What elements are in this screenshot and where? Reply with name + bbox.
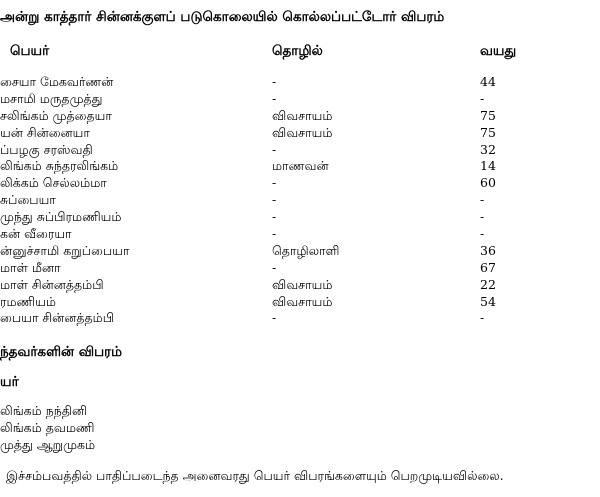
victim-name: சையா மேகவர்ணன் [0, 74, 114, 89]
victim-age: 22 [480, 276, 496, 292]
table-row [0, 226, 600, 243]
table-row [0, 91, 600, 108]
document-title: அன்று காத்தார் சின்னக்குளப் படுகொலையில் கொல்லப்பட்டோர் விபரம் [0, 9, 445, 25]
table-row [0, 125, 600, 142]
victim-occupation: விவசாயம் [272, 124, 333, 140]
section-header-name: யர் [0, 374, 19, 390]
list-item: முத்து ஆறுமுகம் [0, 437, 96, 452]
victim-name: ப்பழகு சரஸ்வதி [0, 141, 93, 157]
victim-name: யன் சின்னையா [0, 124, 90, 140]
victim-age: 60 [480, 175, 496, 191]
column-header-age: வயது [480, 43, 517, 59]
table-row [0, 74, 600, 91]
table-row [0, 158, 600, 175]
victim-name: மாள் மீனா [0, 259, 61, 275]
victim-occupation: விவசாயம் [272, 293, 333, 309]
victim-age: 75 [480, 124, 496, 140]
victim-name: கன் வீரையா [0, 226, 72, 242]
victim-name: லிங்கம் சுந்தரலிங்கம் [0, 158, 119, 174]
victim-age: - [480, 310, 485, 326]
injured-list [0, 402, 95, 453]
victim-occupation: விவசாயம் [272, 276, 333, 292]
victim-age: - [480, 192, 485, 208]
victim-age: 44 [480, 74, 496, 89]
victim-name: ன்னுச்சாமி கறுப்பையா [0, 242, 130, 258]
victim-occupation: மாணவன் [272, 158, 329, 174]
list-item: லிங்கம் தவமணி [0, 420, 95, 435]
victim-name: மசாமி மருதமுத்து [0, 90, 103, 106]
victim-age: 54 [480, 293, 496, 309]
victim-age: 14 [480, 158, 496, 174]
victim-occupation: - [272, 226, 277, 242]
victim-occupation: - [272, 175, 277, 191]
table-row [0, 192, 600, 209]
victim-age: 67 [480, 259, 496, 275]
victim-occupation: - [272, 141, 277, 157]
victim-name: சுப்பையா [0, 192, 56, 208]
victim-occupation: - [272, 259, 277, 275]
victim-occupation: - [272, 310, 277, 326]
table-row [0, 142, 600, 159]
victim-occupation: - [272, 192, 277, 208]
victim-age: - [480, 90, 485, 106]
table-row [0, 108, 600, 125]
table-row [0, 175, 600, 192]
table-row [0, 277, 600, 294]
table-row [0, 260, 600, 277]
victim-age: 75 [480, 107, 496, 123]
section-title-injured: ந்தவர்களின் விபரம் [0, 344, 123, 360]
victim-name: மாள் சின்னத்தம்பி [0, 276, 104, 292]
victim-occupation: - [272, 90, 277, 106]
column-header-occupation: தொழில் [272, 43, 323, 59]
victim-name: லிக்கம் செல்லம்மா [0, 175, 107, 191]
table-row [0, 243, 600, 260]
victim-occupation: தொழிலாளி [272, 242, 340, 258]
column-header-name: பெயர் [10, 43, 50, 59]
table-row [0, 310, 600, 327]
victim-age: - [480, 226, 485, 242]
victim-age: 32 [480, 141, 496, 157]
list-item: லிங்கம் நந்தினி [0, 403, 87, 418]
victims-table [0, 74, 600, 327]
table-row [0, 294, 600, 311]
table-row [0, 209, 600, 226]
victim-age: - [480, 209, 485, 225]
victim-name: பையா சின்னத்தம்பி [0, 310, 115, 326]
victim-name: முந்து சுப்பிரமணியம் [0, 209, 122, 225]
victim-name: சலிங்கம் முத்தையா [0, 107, 112, 123]
victim-occupation: - [272, 209, 277, 225]
victim-occupation: - [272, 74, 277, 89]
victim-name: ரமணியம் [0, 293, 56, 309]
footnote: இச்சம்பவத்தில் பாதிப்படைந்த அனைவரது பெயர் விபரங்களையும் பெறமுடியவில்லை. [6, 468, 504, 483]
victim-age: 36 [480, 242, 496, 258]
victim-occupation: விவசாயம் [272, 107, 333, 123]
